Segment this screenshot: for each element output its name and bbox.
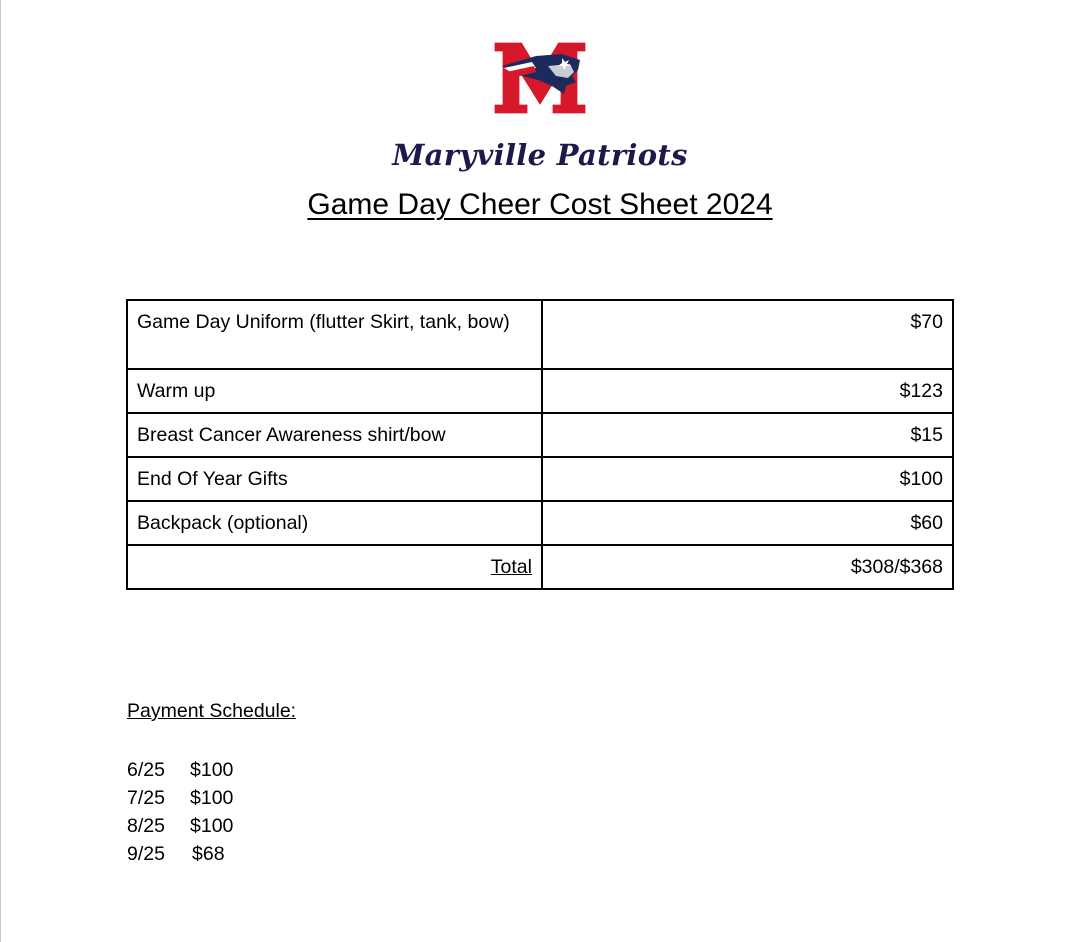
payment-date: 7/25 <box>127 787 165 809</box>
item-price: $15 <box>542 413 953 457</box>
payment-row <box>127 756 233 784</box>
payment-row <box>127 784 233 812</box>
item-name: End Of Year Gifts <box>127 457 542 501</box>
total-label: Total <box>490 556 532 578</box>
payment-amount: $100 <box>190 815 234 837</box>
cost-table <box>126 299 954 590</box>
payment-date: 6/25 <box>127 759 165 781</box>
table-row <box>127 369 953 413</box>
item-price: $100 <box>542 457 953 501</box>
maryville-patriots-logo <box>492 42 588 114</box>
table-row <box>127 501 953 545</box>
item-name: Game Day Uniform (flutter Skirt, tank, bow) <box>127 300 542 369</box>
payment-schedule-list <box>127 756 233 868</box>
item-price: $70 <box>542 300 953 369</box>
payment-row <box>127 840 233 868</box>
total-label-cell <box>127 545 542 589</box>
document-title: Game Day Cheer Cost Sheet 2024 <box>307 188 773 221</box>
item-name: Breast Cancer Awareness shirt/bow <box>127 413 542 457</box>
team-name: Maryville Patriots <box>392 138 688 172</box>
payment-row <box>127 812 233 840</box>
total-value: $308/$368 <box>542 545 953 589</box>
payment-schedule-heading: Payment Schedule: <box>127 700 297 722</box>
table-row <box>127 457 953 501</box>
item-price: $60 <box>542 501 953 545</box>
payment-date: 8/25 <box>127 815 165 837</box>
item-name: Warm up <box>127 369 542 413</box>
payment-date: 9/25 <box>127 843 165 865</box>
item-price: $123 <box>542 369 953 413</box>
payment-amount: $68 <box>192 843 225 865</box>
table-row <box>127 300 953 369</box>
table-row <box>127 413 953 457</box>
item-name: Backpack (optional) <box>127 501 542 545</box>
payment-amount: $100 <box>190 787 234 809</box>
block-m-patriot-icon <box>492 42 588 114</box>
payment-amount: $100 <box>190 759 234 781</box>
total-row <box>127 545 953 589</box>
